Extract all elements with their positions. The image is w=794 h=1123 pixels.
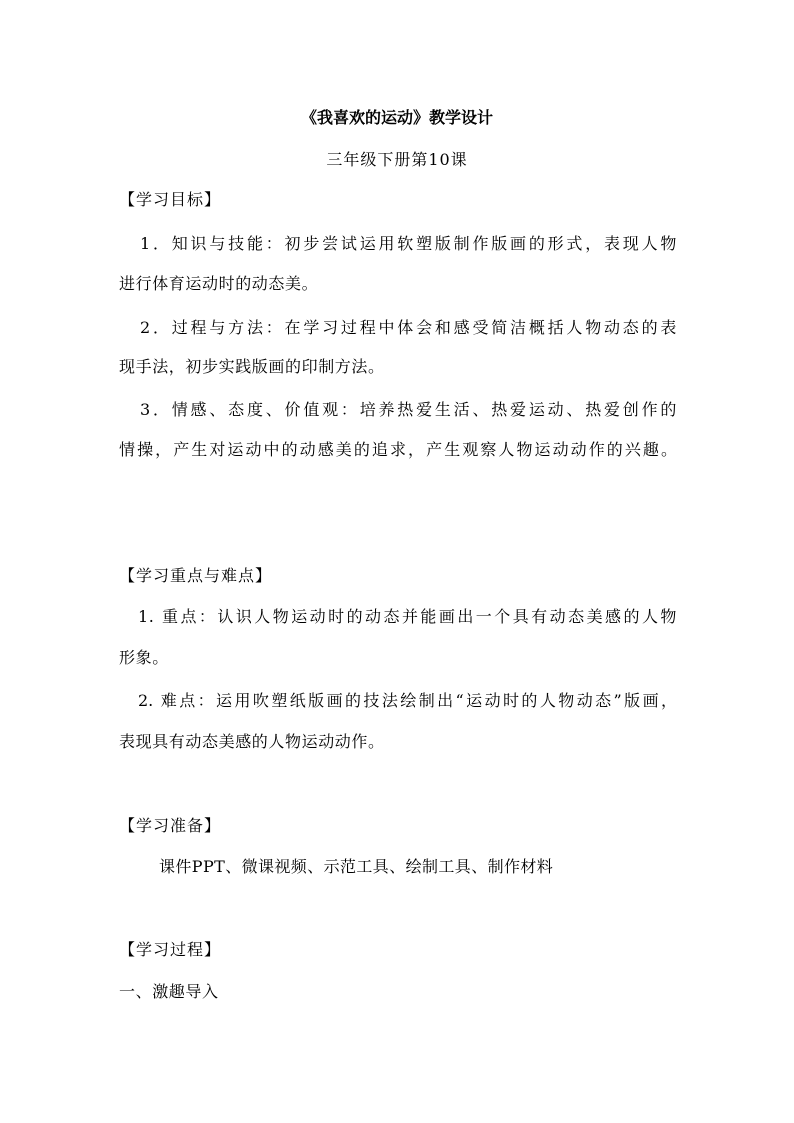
key-points-heading: 【学习重点与难点】 [119, 566, 273, 585]
process-step-1: 一、激趣导入 [119, 982, 219, 1001]
objective-3-line-1: 3．情感、态度、价值观：培养热爱生活、热爱运动、热爱创作的 [140, 400, 677, 419]
document-title: 《我喜欢的运动》教学设计 [300, 108, 493, 127]
process-heading: 【学习过程】 [119, 940, 222, 959]
preparation-heading: 【学习准备】 [119, 816, 222, 835]
objectives-heading: 【学习目标】 [119, 190, 222, 209]
document-subtitle: 三年级下册第10课 [326, 150, 468, 169]
objective-2-line-1: 2．过程与方法：在学习过程中体会和感受简洁概括人物动态的表 [140, 318, 677, 337]
key-point-2-line-2: 表现具有动态美感的人物运动动作。 [119, 732, 385, 751]
key-point-2-line-1: 2. 难点：运用吹塑纸版画的技法绘制出“运动时的人物动态”版画， [138, 691, 677, 710]
objective-1-line-1: 1．知识与技能：初步尝试运用软塑版制作版画的形式，表现人物 [140, 234, 677, 253]
key-point-1-line-1: 1. 重点：认识人物运动时的动态并能画出一个具有动态美感的人物 [138, 607, 677, 626]
objective-2-line-2: 现手法，初步实践版画的印制方法。 [119, 357, 385, 376]
preparation-content: 课件PPT、微课视频、示范工具、绘制工具、制作材料 [159, 857, 554, 876]
key-point-1-line-2: 形象。 [119, 648, 169, 667]
objective-1-line-2: 进行体育运动时的动态美。 [119, 274, 319, 293]
objective-3-line-2: 情操，产生对运动中的动感美的追求，产生观察人物运动动作的兴趣。 [119, 440, 677, 459]
